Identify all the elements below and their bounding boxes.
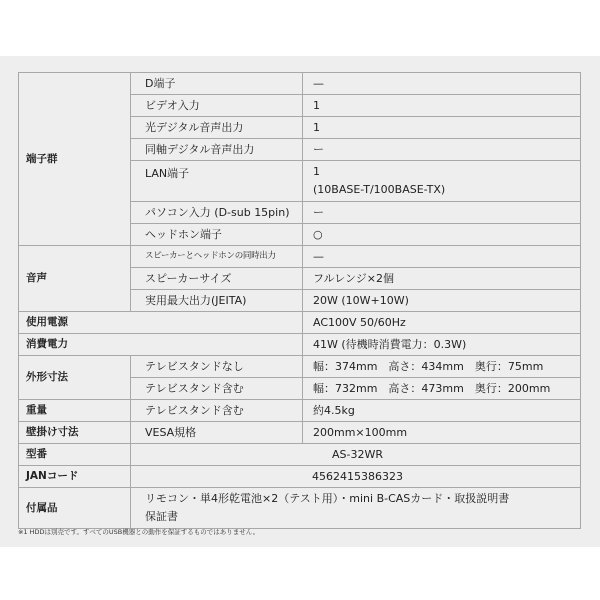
- spec-row-dimensions-no-stand: [19, 356, 581, 378]
- footnote: ※1 HDDは別売です。すべてのUSB機器との動作を保証するものではありません。: [18, 528, 260, 536]
- value-headphone: ○: [303, 224, 581, 246]
- value-simultaneous-output: —: [303, 246, 581, 268]
- value-d-terminal: —: [303, 73, 581, 95]
- value-accessories-line1: リモコン・単4形乾電池×2（テスト用）・mini B-CASカード・取扱説明書: [145, 492, 510, 505]
- label-simultaneous-output: スピーカーとヘッドホンの同時出力: [131, 246, 303, 268]
- category-power-source: 使用電源: [19, 312, 303, 334]
- label-video-input: ビデオ入力: [131, 95, 303, 117]
- category-model: 型番: [19, 444, 131, 466]
- value-lan: [303, 161, 581, 202]
- value-coaxial-out: ー: [303, 139, 581, 161]
- label-dimensions-with-stand: テレビスタンド含む: [131, 378, 303, 400]
- value-optical-out: 1: [303, 117, 581, 139]
- label-coaxial-out: 同軸デジタル音声出力: [131, 139, 303, 161]
- value-pc-input: ー: [303, 202, 581, 224]
- label-max-output: 実用最大出力(JEITA): [131, 290, 303, 312]
- category-terminals: 端子群: [19, 73, 131, 246]
- spec-row-accessories: [19, 488, 581, 529]
- label-speaker-size: スピーカーサイズ: [131, 268, 303, 290]
- label-d-terminal: D端子: [131, 73, 303, 95]
- spec-row-power-consumption: [19, 334, 581, 356]
- value-weight: 約4.5kg: [303, 400, 581, 422]
- value-video-input: 1: [303, 95, 581, 117]
- value-accessories: [131, 488, 581, 529]
- spec-row-wall-mount: [19, 422, 581, 444]
- label-headphone: ヘッドホン端子: [131, 224, 303, 246]
- value-dimensions-no-stand: 幅：374mm 高さ：434mm 奥行：75mm: [303, 356, 581, 378]
- spec-row-weight: [19, 400, 581, 422]
- category-jan: JANコード: [19, 466, 131, 488]
- label-weight: テレビスタンド含む: [131, 400, 303, 422]
- spec-row-model: [19, 444, 581, 466]
- value-jan: 4562415386323: [131, 466, 581, 488]
- spec-row-jan: [19, 466, 581, 488]
- label-optical-out: 光デジタル音声出力: [131, 117, 303, 139]
- category-dimensions: 外形寸法: [19, 356, 131, 400]
- category-weight: 重量: [19, 400, 131, 422]
- category-audio: 音声: [19, 246, 131, 312]
- label-dimensions-no-stand: テレビスタンドなし: [131, 356, 303, 378]
- spec-row-power-source: [19, 312, 581, 334]
- value-model: AS-32WR: [131, 444, 581, 466]
- label-lan: LAN端子: [131, 161, 303, 202]
- spec-table: [18, 72, 581, 529]
- category-power-consumption: 消費電力: [19, 334, 303, 356]
- value-lan-spec: (10BASE-T/100BASE-TX): [313, 183, 446, 196]
- category-accessories: 付属品: [19, 488, 131, 529]
- value-dimensions-with-stand: 幅：732mm 高さ：473mm 奥行：200mm: [303, 378, 581, 400]
- label-pc-input: パソコン入力 (D-sub 15pin): [131, 202, 303, 224]
- label-wall-mount: VESA規格: [131, 422, 303, 444]
- spec-row-d-terminal: [19, 73, 581, 95]
- value-power-consumption: 41W (待機時消費電力：0.3W): [303, 334, 581, 356]
- value-max-output: 20W (10W+10W): [303, 290, 581, 312]
- spec-row-simultaneous-output: [19, 246, 581, 268]
- category-wall-mount: 壁掛け寸法: [19, 422, 131, 444]
- value-speaker-size: フルレンジ×2個: [303, 268, 581, 290]
- value-power-source: AC100V 50/60Hz: [303, 312, 581, 334]
- value-wall-mount: 200mm×100mm: [303, 422, 581, 444]
- value-lan-count: 1: [313, 165, 320, 178]
- value-accessories-line2: 保証書: [145, 510, 178, 523]
